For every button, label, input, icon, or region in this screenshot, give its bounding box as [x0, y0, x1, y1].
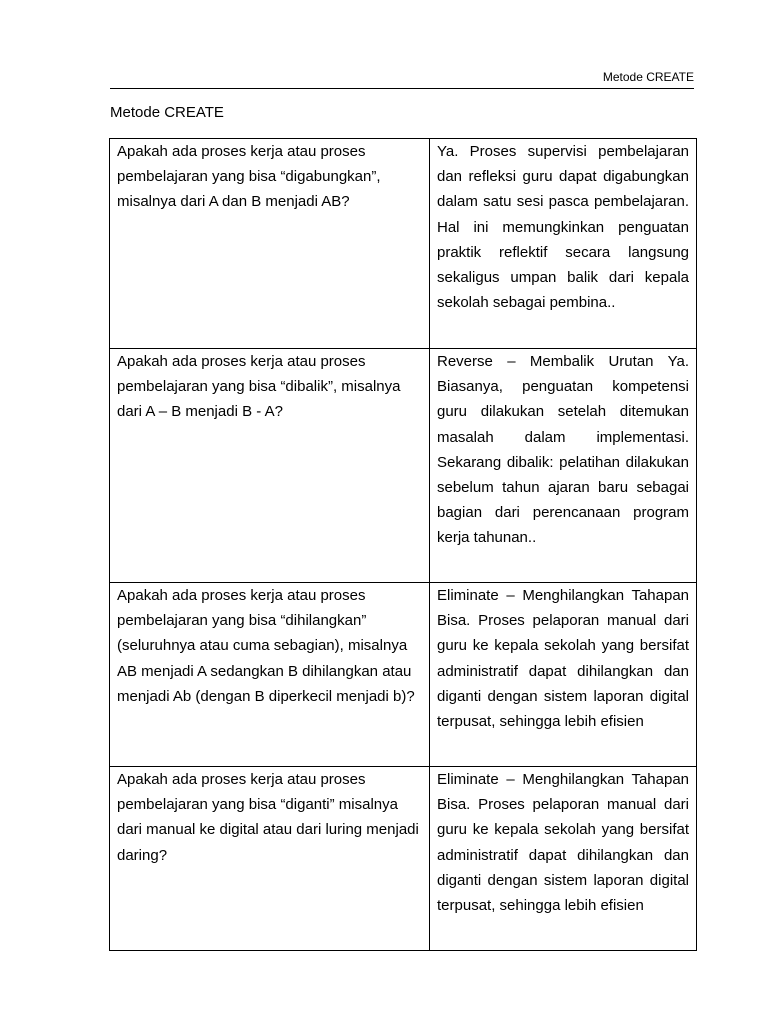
table-row: [110, 583, 697, 767]
answer-cell: Ya. Proses supervisi pembelajaran dan refleksi guru dapat digabungkan dalam satu sesi pasca pembelajaran. Hal ini memungkinkan penguatan praktik reflektif secara langsung sekaligus umpan balik dari kepala sekolah sebagai pembina..: [430, 139, 697, 349]
create-method-table: [109, 138, 697, 951]
question-cell: Apakah ada proses kerja atau proses pembelajaran yang bisa “digabungkan”, misalnya dari A dan B menjadi AB?: [110, 139, 430, 349]
answer-cell: Reverse – Membalik Urutan Ya. Biasanya, penguatan kompetensi guru dilakukan setelah ditemukan masalah dalam implementasi. Sekarang dibalik: pelatihan dilakukan sebelum tahun ajaran baru sebagai bagian dari perencanaan program kerja tahunan..: [430, 349, 697, 583]
table-row: [110, 139, 697, 349]
question-cell: Apakah ada proses kerja atau proses pembelajaran yang bisa “dihilangkan” (seluruhnya atau cuma sebagian), misalnya AB menjadi A sedangkan B dihilangkan atau menjadi Ab (dengan B diperkecil menjadi b)?: [110, 583, 430, 767]
running-header: Metode CREATE: [602, 70, 694, 84]
question-cell: Apakah ada proses kerja atau proses pembelajaran yang bisa “diganti” misalnya dari manual ke digital atau dari luring menjadi daring?: [110, 767, 430, 951]
answer-cell: Eliminate – Menghilangkan Tahapan Bisa. Proses pelaporan manual dari guru ke kepala sekolah yang bersifat administratif dapat dihilangkan dan diganti dengan sistem laporan digital terpusat, sehingga lebih efisien: [430, 767, 697, 951]
question-cell: Apakah ada proses kerja atau proses pembelajaran yang bisa “dibalik”, misalnya dari A – B menjadi B - A?: [110, 349, 430, 583]
section-title: Metode CREATE: [110, 104, 224, 121]
header-divider: [110, 88, 694, 89]
table-row: [110, 349, 697, 583]
answer-cell: Eliminate – Menghilangkan Tahapan Bisa. Proses pelaporan manual dari guru ke kepala sekolah yang bersifat administratif dapat dihilangkan dan diganti dengan sistem laporan digital terpusat, sehingga lebih efisien: [430, 583, 697, 767]
table-row: [110, 767, 697, 951]
